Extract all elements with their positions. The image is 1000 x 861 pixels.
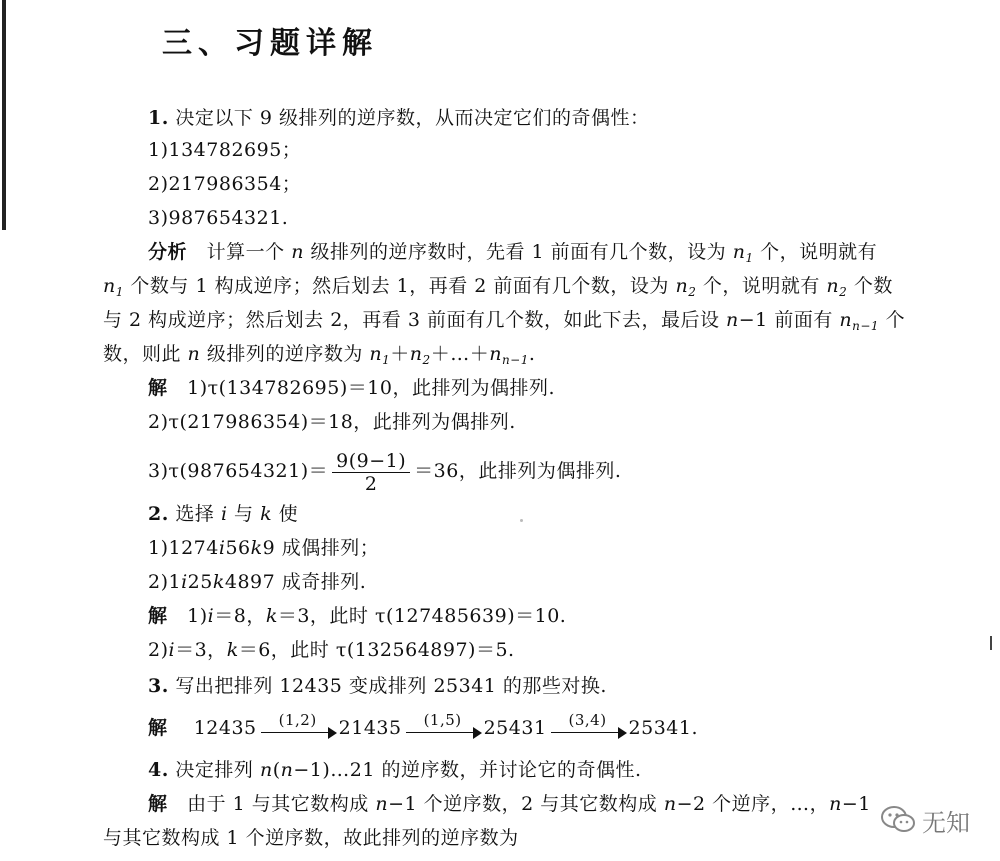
analysis-line-3: 与 2 构成逆序；然后划去 2，再看 3 前面有几个数，如此下去，最后设 n−1 前面有 $n_{n-1}$ 个 [103, 309, 906, 333]
q1-number: 1. [148, 107, 169, 129]
fraction [332, 450, 410, 495]
q4-number: 4. [148, 759, 169, 781]
analysis-line-1: 分析 计算一个 n 级排列的逆序数时，先看 1 前面有几个数，设为 $n_1$ 个，说明就有 [148, 241, 878, 265]
transposition-arrow-2: (1,5) [404, 716, 482, 740]
q3-heading: 3. 写出把排列 12435 变成排列 25341 的那些对换. [148, 675, 607, 697]
transposition-arrow-3: (3,4) [549, 716, 627, 740]
q2-item-2: 2)1i25k4897 成奇排列. [148, 571, 367, 593]
section-title: 三、习题详解 [162, 26, 378, 61]
analysis-label: 分析 [148, 241, 188, 263]
watermark-text: 无知 [922, 809, 970, 837]
analysis-line-4: 数，则此 n 级排列的逆序数为 $n_1+n_2+\dots+n_{n-1}$. [103, 343, 536, 367]
sol4-line-2: 与其它数构成 1 个逆序数，故此排列的逆序数为 [103, 827, 519, 849]
q1-heading [148, 106, 650, 130]
sol2-label: 解 [148, 605, 168, 627]
q2-item-1: 1)1274i56k9 成偶排列； [148, 537, 380, 559]
q1-item-3: 3)987654321. [148, 207, 289, 229]
wechat-icon [880, 805, 916, 839]
sol1-line-1: 解 1)τ(134782695)＝10，此排列为偶排列. [148, 377, 555, 399]
sol3-label: 解 [148, 717, 168, 739]
analysis-line-2: $n_1$ 个数与 1 构成逆序；然后划去 1，再看 2 前面有几个数，设为 $n_2$ 个，说明就有 $n_2$ 个数 [103, 275, 893, 299]
sol1-line-2: 2)τ(217986354)＝18，此排列为偶排列. [148, 411, 516, 433]
sol3-line: 解 12435 (1,2) 21435 (1,5) 25431 (3,4) 25341. [148, 711, 699, 739]
q1-item-1: 1)134782695； [148, 139, 302, 161]
sol1-line-3: 3)τ(987654321)＝ $\frac{9(9-1)}{2}$ ＝36，此排列为偶排列. [148, 449, 622, 495]
q4-heading: 4. 决定排列 n(n−1)…21 的逆序数，并讨论它的奇偶性. [148, 759, 642, 781]
q1-item-2: 2)217986354； [148, 173, 302, 195]
q2-heading: 2. 选择 i 与 k 使 [148, 503, 299, 525]
sol4-label: 解 [148, 793, 168, 815]
sol2-line-1: 解 1)i＝8，k＝3，此时 τ(127485639)＝10. [148, 605, 567, 627]
fraction-numerator: 9(9−1) [332, 450, 410, 473]
q3-number: 3. [148, 675, 169, 697]
fraction-denominator: 2 [364, 472, 378, 495]
q2-number: 2. [148, 503, 169, 525]
sol2-line-2: 2)i＝3，k＝6，此时 τ(132564897)＝5. [148, 639, 515, 661]
sol1-label: 解 [148, 377, 168, 399]
watermark [880, 797, 990, 841]
scan-edge-bar [2, 0, 6, 230]
scan-speck [520, 519, 523, 522]
q1-text: 决定以下 9 级排列的逆序数，从而决定它们的奇偶性： [175, 107, 650, 129]
transposition-arrow-1: (1,2) [259, 716, 337, 740]
sol4-line-1: 解 由于 1 与其它数构成 n−1 个逆序数，2 与其它数构成 n−2 个逆序，…，n−1 [148, 793, 871, 815]
scan-mark [990, 636, 992, 650]
